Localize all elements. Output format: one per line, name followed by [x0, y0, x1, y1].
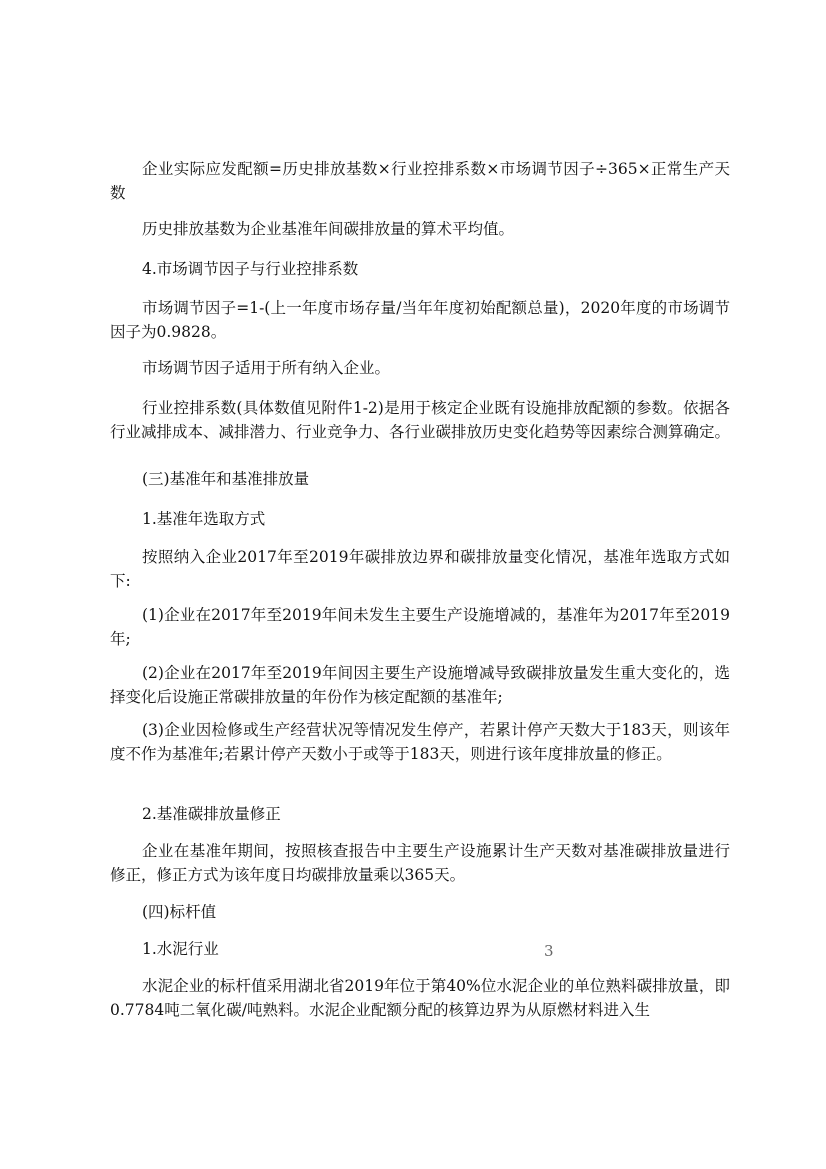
- section-heading-benchmark: (四)标杆值: [142, 903, 217, 921]
- paragraph-baseline-selection: 按照纳入企业2017年至2019年碳排放边界和碳排放量变化情况，基准年选取方式如下:: [110, 548, 730, 590]
- list-item-rule-1: (1)企业在2017年至2019年间未发生主要生产设施增减的，基准年为2017年至2019年;: [110, 606, 730, 648]
- section-heading-market-factor: 4.市场调节因子与行业控排系数: [142, 260, 359, 278]
- section-heading-baseline-year: (三)基准年和基准排放量: [142, 470, 310, 488]
- paragraph-control-coefficient: 行业控排系数(具体数值见附件1-2)是用于核定企业既有设施排放配额的参数。依据各行业减排成本、减排潜力、行业竞争力、各行业碳排放历史变化趋势等因素综合测算确定。: [110, 399, 731, 441]
- paragraph-cement-benchmark: 水泥企业的标杆值采用湖北省2019年位于第40%位水泥企业的单位熟料碳排放量，即0.7784吨二氧化碳/吨熟料。水泥企业配额分配的核算边界为从原燃材料进入生: [110, 977, 730, 1019]
- paragraph-historical-baseline: 历史排放基数为企业基准年间碳排放量的算术平均值。: [142, 220, 515, 238]
- subheading-cement-industry: 1.水泥行业: [142, 940, 219, 958]
- paragraph-baseline-correction: 企业在基准年期间，按照核查报告中主要生产设施累计生产天数对基准碳排放量进行修正，修正方式为该年度日均碳排放量乘以365天。: [110, 842, 730, 884]
- subheading-baseline-selection: 1.基准年选取方式: [142, 510, 266, 528]
- list-item-rule-2: (2)企业在2017年至2019年间因主要生产设施增减导致碳排放量发生重大变化的，选择变化后设施正常碳排放量的年份作为核定配额的基准年;: [110, 664, 730, 706]
- paragraph-market-factor-scope: 市场调节因子适用于所有纳入企业。: [142, 359, 391, 377]
- subheading-baseline-correction: 2.基准碳排放量修正: [142, 805, 281, 823]
- page-number: 3: [544, 942, 554, 960]
- paragraph-market-factor-formula: 市场调节因子=1-(上一年度市场存量/当年年度初始配额总量)，2020年度的市场调节因子为0.9828。: [110, 299, 730, 341]
- paragraph-allocation-formula: 企业实际应发配额=历史排放基数×行业控排系数×市场调节因子÷365×正常生产天数: [110, 160, 730, 202]
- list-item-rule-3: (3)企业因检修或生产经营状况等情况发生停产，若累计停产天数大于183天，则该年度不作为基准年;若累计停产天数小于或等于183天，则进行该年度排放量的修正。: [110, 721, 730, 763]
